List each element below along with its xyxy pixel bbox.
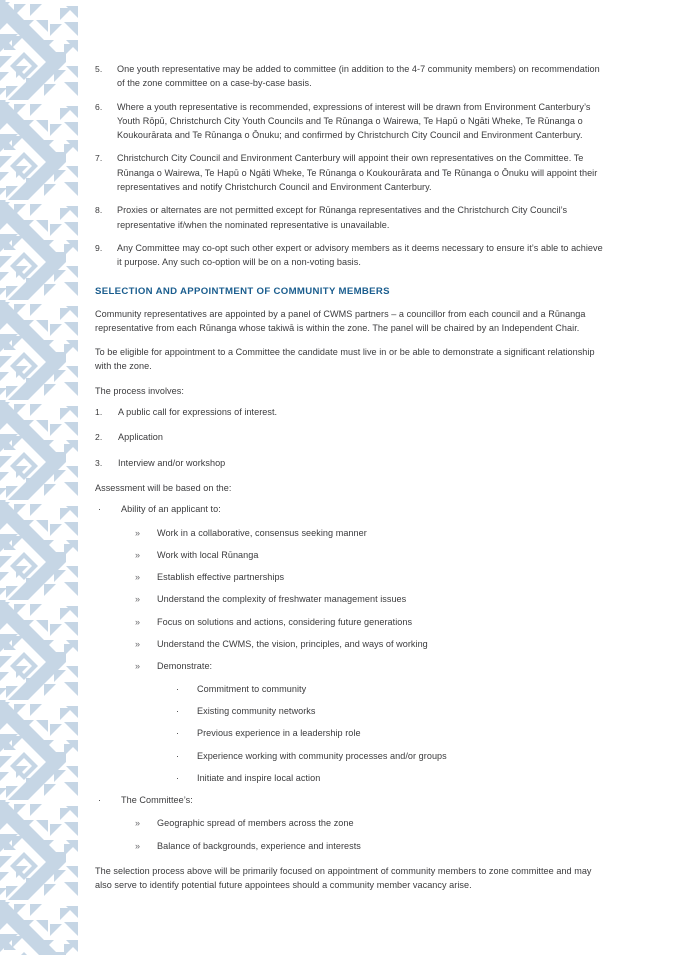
assessment-group [95,502,607,785]
list-marker: · [98,504,102,515]
list-item-text: Focus on solutions and actions, considering future generations [157,616,413,627]
list-marker: 3. [95,457,103,468]
list-marker: 7. [95,153,103,164]
list-marker: » [135,549,141,560]
list-item [135,592,607,606]
list-item-text: Application [118,432,163,443]
list-marker: 6. [95,101,103,112]
list-item [95,62,607,91]
list-item-text: Proxies or alternates are not permitted except for Rūnanga representatives and the Christchurch City Council’s representative if/when the nominated representative is unavailable. [117,205,568,230]
list-item-text: Experience working with community processes and/or groups [197,750,447,761]
list-item-text: A public call for expressions of interest. [118,407,278,418]
list-marker: · [176,728,180,739]
list-item-text: Any Committee may co-opt such other expert or advisory members as it deems necessary to ensure it’s able to achieve it purpose. Any such co-option will be on a non-voting basis. [117,242,603,268]
list-marker: » [135,616,141,627]
list-item [173,704,607,718]
list-item [135,570,607,584]
list-item [95,151,607,194]
document-content [95,62,607,903]
list-item [95,502,607,516]
list-item [95,430,607,444]
list-marker: » [135,527,141,538]
list-marker: 5. [95,64,103,74]
list-item-text: Existing community networks [197,705,316,716]
list-item-text: One youth representative may be added to committee (in addition to the 4-7 community members) on recommendation of the zone committee on a case-by-case basis. [117,64,600,89]
list-item-text: Where a youth representative is recommended, expressions of interest will be drawn from Environment Canterbury’s Youth Rōpū, Christchurch City Youth Councils and Te Rūnanga o Wairewa, Te Hapū o Ngāti Wheke, Te Rūnanga o Koukourārata and Te Rūnanga o Ōnuku; and confirmed by Christchurch City Council and Environment Canterbury. [117,101,591,141]
list-item [173,771,607,785]
list-marker: 8. [95,205,103,216]
intro-paragraph: Community representatives are appointed by a panel of CWMS partners – a councillor from each council and a Rūnanga representative from each Rūnanga whose takiwā is within the zone. The panel will be chaired by an Independent Chair. [95,308,586,333]
list-marker: · [98,795,102,806]
list-item-text: Christchurch City Council and Environment Canterbury will appoint their own representatives on the Committee. Te Rūnanga o Wairewa, Te Hapū o Ngāti Wheke, Te Rūnanga o Koukourārata and Te Rūnanga o Ōnuku will appoint their representatives and notify Christchurch Council and Environment Canterbury. [117,153,598,193]
list-item-text: Work in a collaborative, consensus seeking manner [157,527,367,538]
list-item-text: Ability of an applicant to: [121,504,221,515]
list-item [135,615,607,629]
list-marker: » [135,818,141,829]
list-item [95,793,607,807]
list-item-text: Demonstrate: [157,661,213,672]
list-item-text: Interview and/or workshop [118,457,226,468]
list-item-text: Geographic spread of members across the zone [157,818,354,829]
assessment-group [95,793,607,853]
list-item [95,100,607,143]
list-marker: · [176,705,180,716]
list-item [135,637,607,651]
list-item-text: The Committee’s: [121,795,193,806]
eligibility-paragraph: To be eligible for appointment to a Committee the candidate must live in or be able to demonstrate a significant relationship with the zone. [95,347,595,372]
list-item [135,659,607,673]
process-step-list [95,405,607,470]
list-marker: » [135,661,141,672]
list-marker: 9. [95,242,103,253]
list-item [95,241,607,270]
list-item-text: Work with local Rūnanga [157,549,259,560]
list-marker: » [135,572,141,583]
list-marker: 2. [95,432,103,443]
list-item [135,548,607,562]
assessment-lead-in: Assessment will be based on the: [95,482,232,493]
list-marker: · [176,683,180,694]
list-item-text: Understand the complexity of freshwater management issues [157,594,407,605]
process-lead-in: The process involves: [95,385,184,396]
list-item [135,526,607,540]
list-marker: 1. [95,407,103,418]
list-item-text: Commitment to community [197,683,307,694]
list-item-text: Balance of backgrounds, experience and interests [157,840,361,851]
list-item-text: Establish effective partnerships [157,572,285,583]
numbered-clause-list [95,62,607,270]
list-item [95,456,607,470]
list-item [173,749,607,763]
list-marker: » [135,840,141,851]
list-item-text: Initiate and inspire local action [197,772,321,783]
list-marker: » [135,594,141,605]
list-item [173,726,607,740]
list-item-text: Previous experience in a leadership role [197,728,361,739]
decorative-border-pattern [0,0,79,955]
list-item [135,839,607,853]
list-item [135,816,607,830]
list-marker: · [176,750,180,761]
list-item [173,682,607,696]
list-marker: » [135,639,141,650]
list-item-text: Understand the CWMS, the vision, principles, and ways of working [157,639,428,650]
list-item [95,203,607,232]
list-item [95,405,607,419]
list-marker: · [176,772,180,783]
section-heading: SELECTION AND APPOINTMENT OF COMMUNITY MEMBERS [95,285,390,297]
closing-paragraph: The selection process above will be primarily focused on appointment of community members to zone committee and may also serve to identify potential future appointees should a community member vacancy arise. [95,865,592,891]
